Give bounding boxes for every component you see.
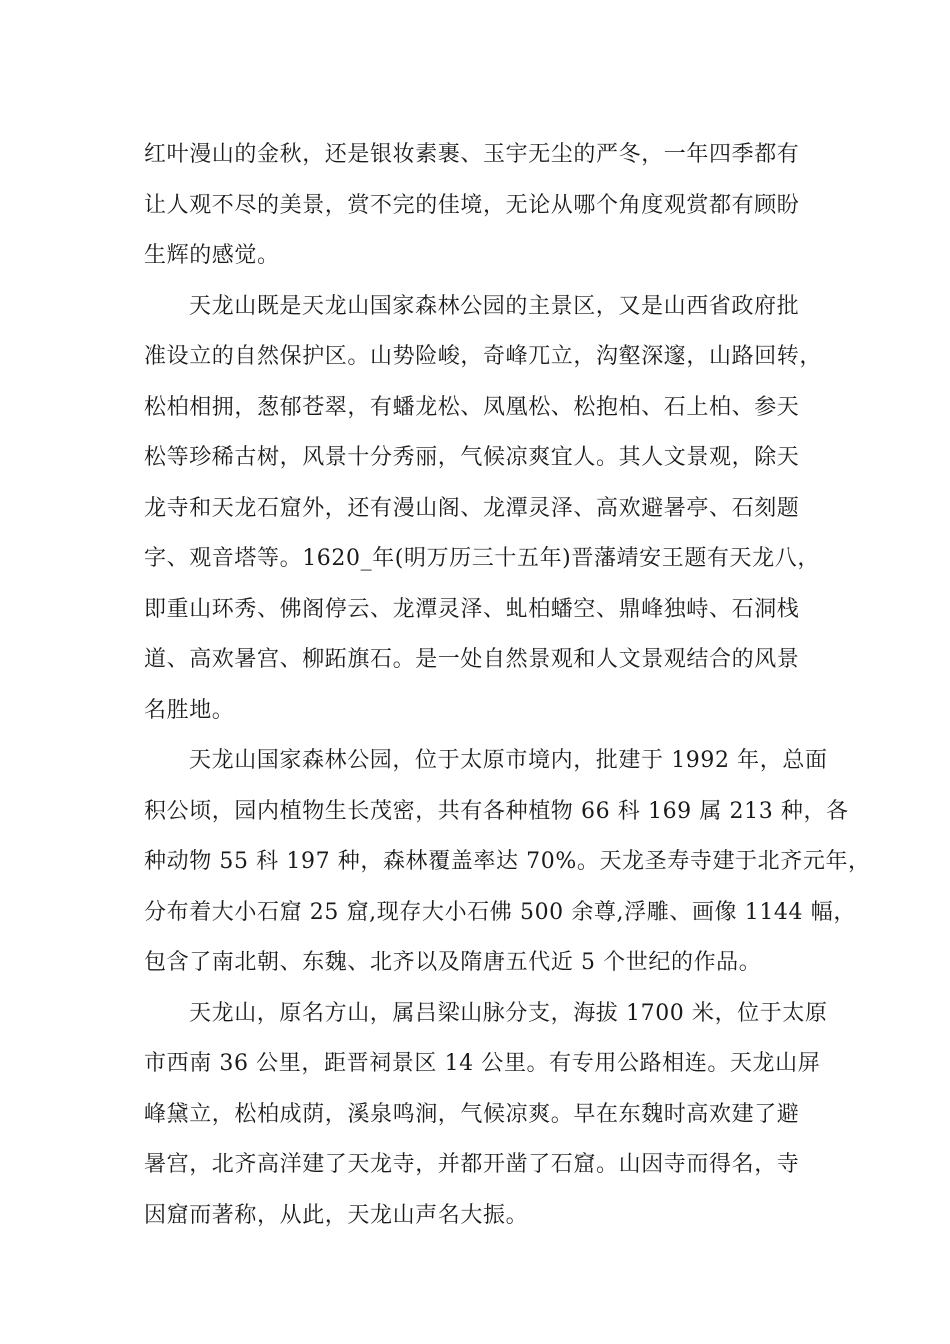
text-line: 天龙山既是天龙山国家森林公园的主景区，又是山西省政府批 [189, 293, 800, 319]
paragraph-2 [144, 282, 823, 737]
text-line: 峰黛立，松柏成荫，溪泉鸣涧，气候凉爽。早在东魏时高欢建了避 [144, 1101, 800, 1127]
text-line: 天龙山，原名方山，属吕梁山脉分支，海拔 1700 米，位于太原 [189, 1000, 828, 1026]
text-line: 名胜地。 [144, 697, 235, 723]
text-line: 准设立的自然保护区。山势险峻，奇峰兀立，沟壑深邃，山路回转， [144, 344, 823, 369]
paragraph-4 [144, 989, 828, 1242]
text-line: 即重山环秀、佛阁停云、龙潭灵泽、虬柏蟠空、鼎峰独峙、石洞栈 [144, 596, 800, 622]
text-line: 种动物 55 科 197 种，森林覆盖率达 70%。天龙圣寿寺建于北齐元年， [144, 849, 871, 874]
paragraph-3 [144, 736, 871, 989]
text-line: 生辉的感觉。 [144, 243, 280, 268]
text-line: 道、高欢暑宫、柳跖旗石。是一处自然景观和人文景观结合的风景 [144, 647, 800, 672]
text-line: 暑宫，北齐高洋建了天龙寺，并都开凿了石窟。山因寺而得名，寺 [144, 1152, 800, 1177]
text-line: 积公顷，园内植物生长茂密，共有各种植物 66 科 169 属 213 种，各 [144, 798, 849, 824]
text-line: 龙寺和天龙石窟外，还有漫山阁、龙潭灵泽、高欢避暑亭、石刻题 [144, 495, 800, 521]
text-line: 天龙山国家森林公园，位于太原市境内，批建于 1992 年，总面 [189, 748, 828, 773]
paragraph-1 [144, 130, 812, 282]
text-line: 因窟而著称，从此，天龙山声名大振。 [144, 1202, 529, 1228]
text-line: 让人观不尽的美景，赏不完的佳境，无论从哪个角度观赏都有顾盼 [144, 192, 800, 218]
text-line: 分布着大小石窟 25 窟,现存大小石佛 500 余尊,浮雕、画像 1144 幅， [144, 899, 856, 925]
document-body [144, 130, 871, 1241]
text-line: 红叶漫山的金秋，还是银妆素裹、玉宇无尘的严冬，一年四季都有 [144, 142, 800, 167]
text-line: 市西南 36 公里，距晋祠景区 14 公里。有专用公路相连。天龙山屏 [144, 1051, 821, 1076]
text-line: 字、观音塔等。1620_年(明万历三十五年)晋藩靖安王题有天龙八， [144, 546, 820, 571]
text-line: 松等珍稀古树，风景十分秀丽，气候凉爽宜人。其人文景观，除天 [144, 445, 800, 470]
text-line: 包含了南北朝、东魏、北齐以及隋唐五代近 5 个世纪的作品。 [144, 950, 762, 975]
text-line: 松柏相拥，葱郁苍翠，有蟠龙松、凤凰松、松抱柏、石上柏、参天 [144, 394, 800, 420]
